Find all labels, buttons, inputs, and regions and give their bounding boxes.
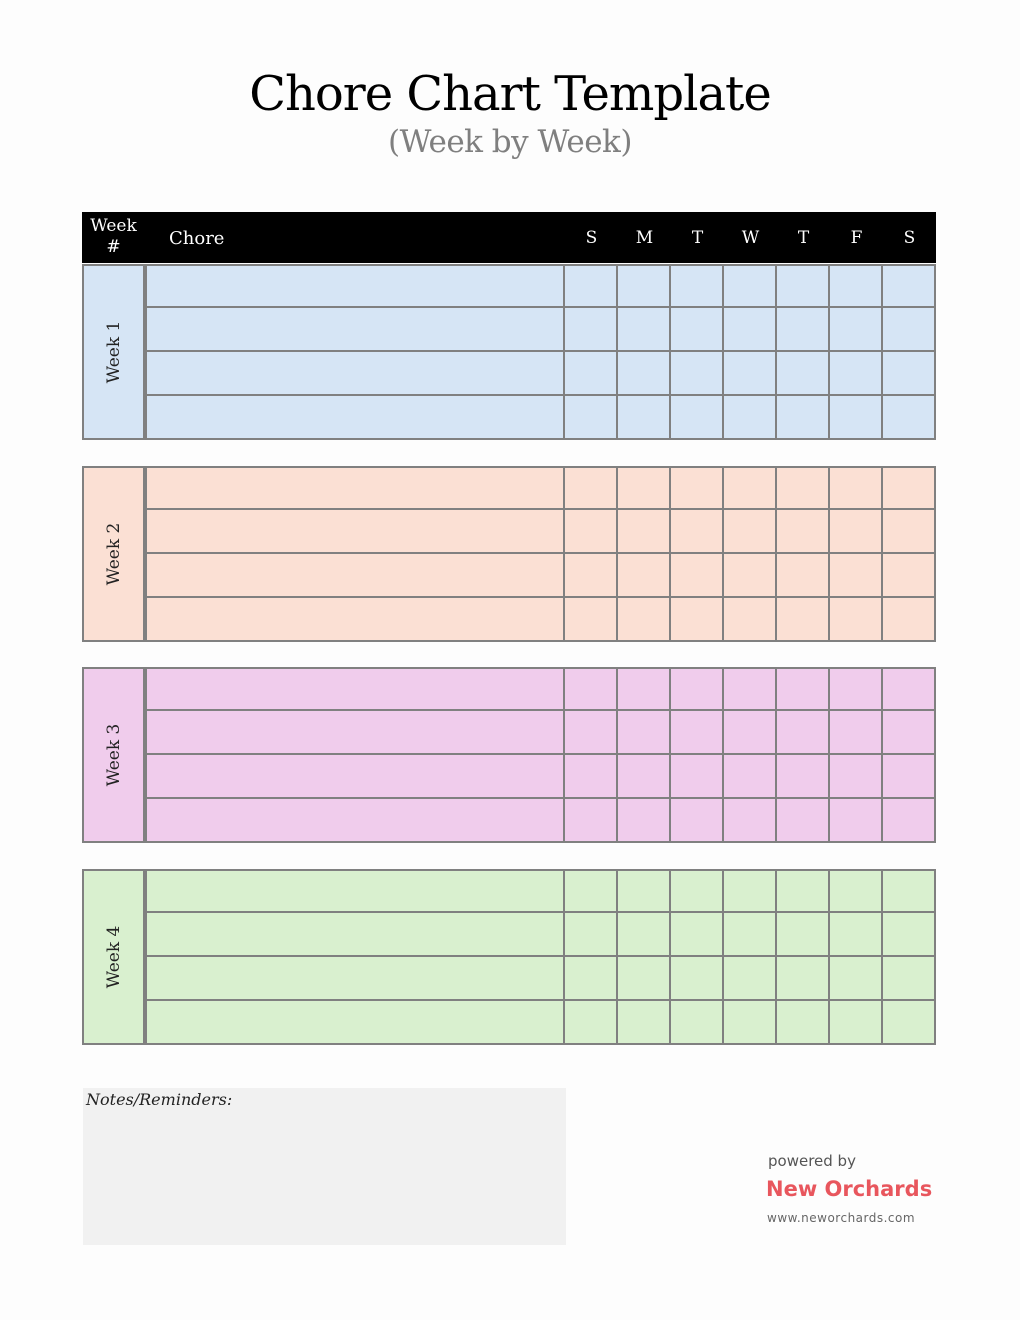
day-checkbox-cell[interactable]: [722, 552, 777, 598]
day-checkbox-cell[interactable]: [881, 911, 936, 957]
day-checkbox-cell[interactable]: [616, 394, 671, 440]
day-checkbox-cell[interactable]: [881, 596, 936, 642]
header-week-number: [82, 216, 145, 258]
chore-cell[interactable]: [145, 869, 565, 913]
day-checkbox-cell[interactable]: [881, 797, 936, 843]
day-checkbox-cell[interactable]: [722, 999, 777, 1045]
day-checkbox-cell[interactable]: [722, 753, 777, 799]
chore-cell[interactable]: [145, 596, 565, 642]
day-checkbox-cell[interactable]: [616, 350, 671, 396]
day-checkbox-cell[interactable]: [722, 350, 777, 396]
day-checkbox-cell[interactable]: [775, 264, 830, 308]
header-week-line1: Week: [90, 216, 137, 236]
day-checkbox-cell[interactable]: [775, 596, 830, 642]
week-block-2: [82, 466, 936, 642]
week-block-4: [82, 869, 936, 1045]
chore-cell[interactable]: [145, 797, 565, 843]
day-checkbox-cell[interactable]: [828, 709, 883, 755]
day-checkbox-cell[interactable]: [775, 306, 830, 352]
header-chore: Chore: [169, 228, 225, 249]
day-checkbox-cell[interactable]: [775, 466, 830, 510]
day-checkbox-cell[interactable]: [722, 394, 777, 440]
day-checkbox-cell[interactable]: [669, 394, 724, 440]
day-checkbox-cell[interactable]: [775, 999, 830, 1045]
header-day-mon: M: [635, 228, 654, 248]
week-block-1: [82, 264, 936, 440]
header-week-line2: #: [106, 237, 121, 257]
day-checkbox-cell[interactable]: [563, 264, 618, 308]
chore-cell[interactable]: [145, 466, 565, 510]
day-checkbox-cell[interactable]: [828, 869, 883, 913]
day-checkbox-cell[interactable]: [563, 869, 618, 913]
day-checkbox-cell[interactable]: [828, 797, 883, 843]
day-checkbox-cell[interactable]: [775, 709, 830, 755]
day-checkbox-cell[interactable]: [616, 264, 671, 308]
day-checkbox-cell[interactable]: [669, 466, 724, 510]
week-block-3: [82, 667, 936, 843]
day-checkbox-cell[interactable]: [828, 596, 883, 642]
day-checkbox-cell[interactable]: [775, 797, 830, 843]
day-checkbox-cell[interactable]: [881, 869, 936, 913]
day-checkbox-cell[interactable]: [775, 350, 830, 396]
notes-box[interactable]: [83, 1088, 566, 1245]
day-checkbox-cell[interactable]: [669, 350, 724, 396]
day-checkbox-cell[interactable]: [669, 869, 724, 913]
week-label-cell: [82, 466, 145, 642]
day-checkbox-cell[interactable]: [881, 552, 936, 598]
day-checkbox-cell[interactable]: [669, 264, 724, 308]
chore-cell[interactable]: [145, 264, 565, 308]
day-checkbox-cell[interactable]: [828, 306, 883, 352]
day-checkbox-cell[interactable]: [563, 466, 618, 510]
notes-label: Notes/Reminders:: [86, 1090, 233, 1109]
day-checkbox-cell[interactable]: [616, 306, 671, 352]
day-checkbox-cell[interactable]: [563, 753, 618, 799]
table-header: [82, 212, 936, 263]
day-checkbox-cell[interactable]: [563, 596, 618, 642]
chore-cell[interactable]: [145, 999, 565, 1045]
day-checkbox-cell[interactable]: [775, 753, 830, 799]
day-checkbox-cell[interactable]: [881, 394, 936, 440]
day-checkbox-cell[interactable]: [563, 350, 618, 396]
day-checkbox-cell[interactable]: [828, 955, 883, 1001]
chore-cell[interactable]: [145, 350, 565, 396]
page-subtitle: (Week by Week): [388, 124, 632, 160]
day-checkbox-cell[interactable]: [722, 596, 777, 642]
day-checkbox-cell[interactable]: [722, 911, 777, 957]
day-checkbox-cell[interactable]: [828, 466, 883, 510]
week-label: Week 4: [103, 925, 124, 989]
day-checkbox-cell[interactable]: [563, 508, 618, 554]
header-day-sun: S: [585, 228, 598, 248]
day-checkbox-cell[interactable]: [775, 955, 830, 1001]
day-checkbox-cell[interactable]: [722, 955, 777, 1001]
day-checkbox-cell[interactable]: [616, 753, 671, 799]
day-checkbox-cell[interactable]: [563, 552, 618, 598]
day-checkbox-cell[interactable]: [881, 466, 936, 510]
header-day-fri: F: [850, 228, 863, 248]
day-checkbox-cell[interactable]: [775, 394, 830, 440]
day-checkbox-cell[interactable]: [616, 911, 671, 957]
day-checkbox-cell[interactable]: [881, 350, 936, 396]
day-checkbox-cell[interactable]: [616, 552, 671, 598]
day-checkbox-cell[interactable]: [881, 709, 936, 755]
day-checkbox-cell[interactable]: [563, 306, 618, 352]
week-label-cell: [82, 264, 145, 440]
chore-cell[interactable]: [145, 394, 565, 440]
day-checkbox-cell[interactable]: [563, 955, 618, 1001]
chore-cell[interactable]: [145, 955, 565, 1001]
week-label: Week 2: [103, 522, 124, 586]
day-checkbox-cell[interactable]: [722, 667, 777, 711]
day-checkbox-cell[interactable]: [881, 264, 936, 308]
day-checkbox-cell[interactable]: [775, 552, 830, 598]
day-checkbox-cell[interactable]: [669, 596, 724, 642]
day-checkbox-cell[interactable]: [828, 508, 883, 554]
day-checkbox-cell[interactable]: [828, 999, 883, 1045]
day-checkbox-cell[interactable]: [616, 999, 671, 1045]
day-checkbox-cell[interactable]: [881, 955, 936, 1001]
day-checkbox-cell[interactable]: [722, 264, 777, 308]
page-title: Chore Chart Template: [249, 66, 771, 122]
day-checkbox-cell[interactable]: [563, 999, 618, 1045]
day-checkbox-cell[interactable]: [828, 753, 883, 799]
day-checkbox-cell[interactable]: [722, 709, 777, 755]
day-checkbox-cell[interactable]: [669, 709, 724, 755]
week-label: Week 3: [103, 723, 124, 787]
day-checkbox-cell[interactable]: [828, 667, 883, 711]
day-checkbox-cell[interactable]: [775, 869, 830, 913]
day-checkbox-cell[interactable]: [775, 911, 830, 957]
chore-cell[interactable]: [145, 306, 565, 352]
header-day-thu: T: [797, 228, 810, 248]
day-checkbox-cell[interactable]: [775, 667, 830, 711]
week-label-cell: [82, 869, 145, 1045]
powered-by-text: powered by: [768, 1152, 856, 1170]
day-checkbox-cell[interactable]: [616, 508, 671, 554]
day-checkbox-cell[interactable]: [828, 911, 883, 957]
day-checkbox-cell[interactable]: [722, 797, 777, 843]
chore-cell[interactable]: [145, 753, 565, 799]
day-checkbox-cell[interactable]: [563, 394, 618, 440]
day-checkbox-cell[interactable]: [828, 552, 883, 598]
day-checkbox-cell[interactable]: [881, 753, 936, 799]
day-checkbox-cell[interactable]: [722, 869, 777, 913]
day-checkbox-cell[interactable]: [669, 508, 724, 554]
day-checkbox-cell[interactable]: [563, 709, 618, 755]
day-checkbox-cell[interactable]: [669, 753, 724, 799]
day-checkbox-cell[interactable]: [616, 797, 671, 843]
day-checkbox-cell[interactable]: [722, 306, 777, 352]
header-day-wed: W: [741, 228, 760, 248]
day-checkbox-cell[interactable]: [616, 869, 671, 913]
day-checkbox-cell[interactable]: [616, 596, 671, 642]
week-label-cell: [82, 667, 145, 843]
day-checkbox-cell[interactable]: [669, 667, 724, 711]
day-checkbox-cell[interactable]: [828, 264, 883, 308]
header-day-tue: T: [691, 228, 704, 248]
chore-cell[interactable]: [145, 667, 565, 711]
day-checkbox-cell[interactable]: [563, 667, 618, 711]
day-checkbox-cell[interactable]: [669, 306, 724, 352]
day-checkbox-cell[interactable]: [669, 797, 724, 843]
day-checkbox-cell[interactable]: [669, 552, 724, 598]
header-day-sat: S: [903, 228, 916, 248]
day-checkbox-cell[interactable]: [828, 350, 883, 396]
day-checkbox-cell[interactable]: [669, 911, 724, 957]
day-checkbox-cell[interactable]: [563, 911, 618, 957]
day-checkbox-cell[interactable]: [616, 667, 671, 711]
day-checkbox-cell[interactable]: [881, 508, 936, 554]
day-checkbox-cell[interactable]: [881, 306, 936, 352]
chore-cell[interactable]: [145, 709, 565, 755]
day-checkbox-cell[interactable]: [616, 709, 671, 755]
day-checkbox-cell[interactable]: [828, 394, 883, 440]
day-checkbox-cell[interactable]: [881, 999, 936, 1045]
chore-cell[interactable]: [145, 508, 565, 554]
day-checkbox-cell[interactable]: [722, 466, 777, 510]
chore-cell[interactable]: [145, 911, 565, 957]
day-checkbox-cell[interactable]: [722, 508, 777, 554]
day-checkbox-cell[interactable]: [775, 508, 830, 554]
day-checkbox-cell[interactable]: [616, 466, 671, 510]
day-checkbox-cell[interactable]: [669, 999, 724, 1045]
brand-url: www.neworchards.com: [767, 1211, 916, 1225]
brand-logo: New Orchards: [766, 1177, 933, 1201]
day-checkbox-cell[interactable]: [616, 955, 671, 1001]
chore-cell[interactable]: [145, 552, 565, 598]
week-label: Week 1: [103, 320, 124, 384]
day-checkbox-cell[interactable]: [563, 797, 618, 843]
day-checkbox-cell[interactable]: [669, 955, 724, 1001]
day-checkbox-cell[interactable]: [881, 667, 936, 711]
